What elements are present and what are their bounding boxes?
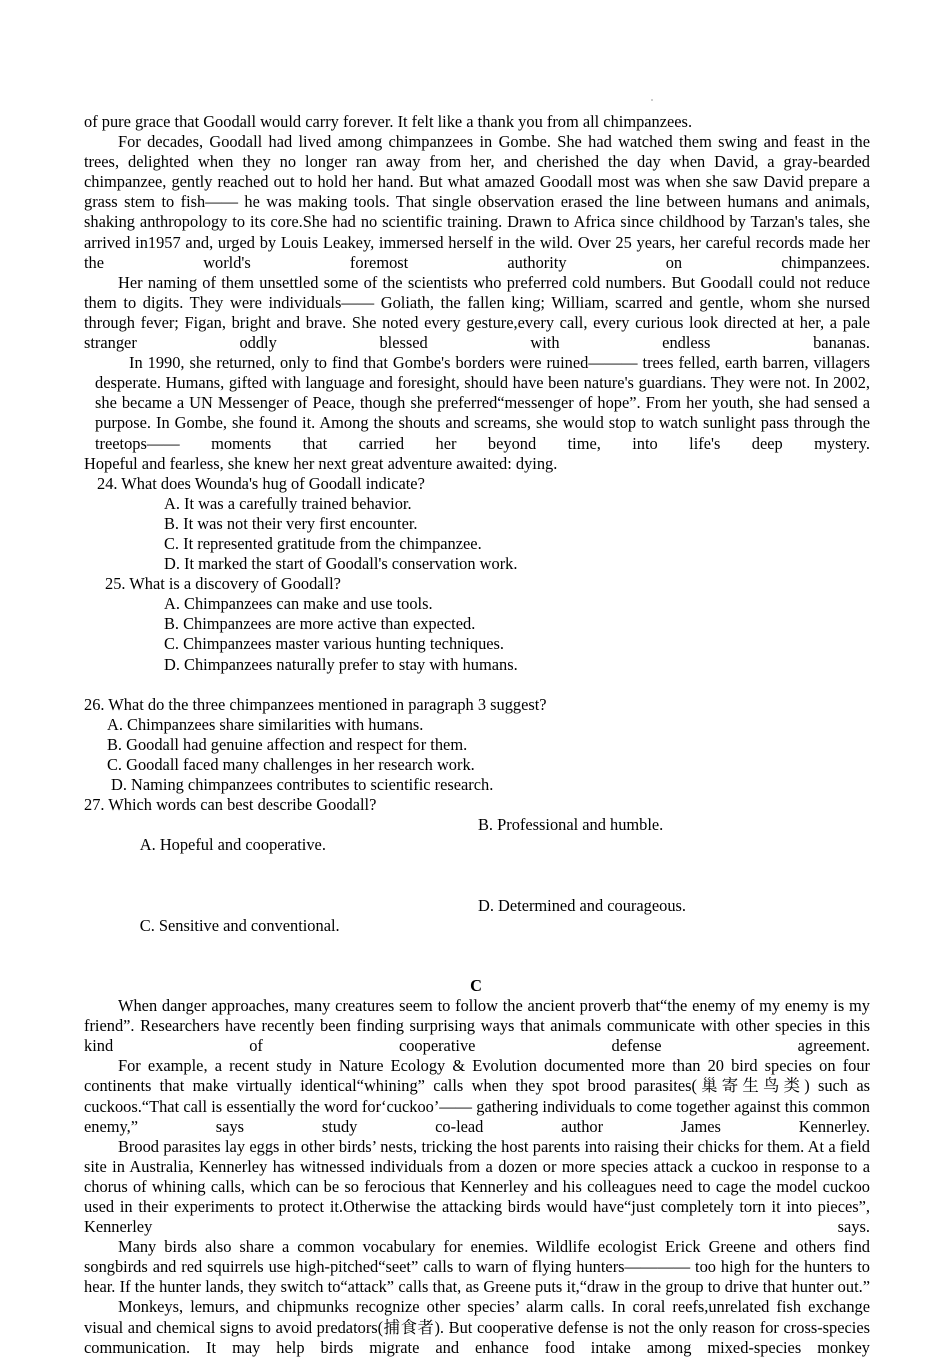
question-24-stem: 24. What does Wounda's hug of Goodall indicate?: [97, 473, 425, 493]
passage-b-paragraph-3: In 1990, she returned, only to find that Gombe's borders were ruined——— trees felled, earth barren, villagers desperate. Humans, gifted with language and foresight, should have been nature's guardians. They were not. In 2002, she became a UN Messenger of Peace, though she preferred“messenger of hope”. From her youth, she had sensed a purpose. In Gombe, she found it. Among the shouts and screams, she would stop to watch sunlight pass through the treetops—— moments that carried her beyond time, into life's deep mystery.: [95, 353, 870, 453]
passage-c-paragraph-2: For example, a recent study in Nature Ecology & Evolution documented more than 20 bird species on four continents that make virtually identical“whining” calls when they spot brood parasites(巢寄生鸟类) such as cuckoos.“That call is essentially the word for‘cuckoo’—— gathering individuals to come together against this common enemy,” says study co-lead author James Kennerley.: [84, 1056, 870, 1136]
question-25-option-b[interactable]: B. Chimpanzees are more active than expected.: [164, 614, 476, 634]
question-27-option-row-2: [84, 896, 870, 976]
question-24: [84, 474, 870, 574]
passage-c-paragraph-5: Monkeys, lemurs, and chipmunks recognize other species’ alarm calls. In coral reefs,unrelated fish exchange visual and chemical signs to avoid predators(捕食者). But cooperative defense is not the only reason for cross-species communication. It may help birds migrate and enhance food intake among mixed-species monkey: [84, 1297, 870, 1357]
passage-c-paragraph-3: Brood parasites lay eggs in other birds’ nests, tricking the host parents into raising their chicks for them. At a field site in Australia, Kennerley has witnessed individuals from a dozen or more species attack a cuckoo in response to a chorus of whining calls, which can be so ferocious that Kennerley and his colleagues need to cage the model cuckoo used in their experiments to protect it.Otherwise the attacking birds would have“just completely torn it into pieces”, Kennerley says.: [84, 1136, 870, 1237]
question-24-option-d[interactable]: D. It marked the start of Goodall's conservation work.: [164, 554, 518, 574]
question-25-option-c[interactable]: C. Chimpanzees master various hunting techniques.: [164, 634, 505, 654]
question-25-stem: 25. What is a discovery of Goodall?: [105, 574, 341, 594]
question-27-option-b[interactable]: B. Professional and humble.: [478, 815, 664, 835]
question-26-option-c[interactable]: C. Goodall faced many challenges in her research work.: [107, 754, 475, 774]
scan-artifact-dot: [651, 99, 653, 101]
question-27-option-a[interactable]: A. Hopeful and cooperative.: [139, 835, 326, 855]
question-26-option-d[interactable]: D. Naming chimpanzees contributes to scientific research.: [111, 775, 494, 794]
question-27: [84, 795, 870, 976]
question-27-option-c[interactable]: C. Sensitive and conventional.: [139, 915, 340, 935]
question-24-option-b[interactable]: B. It was not their very first encounter.: [164, 513, 418, 533]
passage-c-heading: C: [470, 975, 482, 995]
passage-b-paragraph-1: For decades, Goodall had lived among chimpanzees in Gombe. She had watched them swing and feast in the trees, delighted when they no longer ran away from her, and cherished the day when David, a gray-bearded chimpanzee, gently reached out to hold her hand. But what amazed Goodall most was when she saw David prepare a grass stem to fish—— he was making tools. That single observation erased the line between humans and animals, shaking anthropology to its core.She had no scientific training. Drawn to Africa since childhood by Tarzan's tales, she arrived in1957 and, urged by Louis Leakey, immersed herself in the wild. Over 25 years, her careful records made her the world's foremost authority on chimpanzees.: [84, 132, 870, 272]
question-group-spacer: [84, 675, 870, 695]
question-25-option-d[interactable]: D. Chimpanzees naturally prefer to stay with humans.: [164, 654, 518, 674]
question-26-option-b[interactable]: B. Goodall had genuine affection and respect for them.: [107, 734, 468, 754]
question-26: [84, 695, 870, 795]
passage-c-paragraph-1: When danger approaches, many creatures seem to follow the ancient proverb that“the enemy of my enemy is my friend”. Researchers have recently been finding surprising ways that animals communicate with other species in this kind of cooperative defense agreement.: [84, 996, 870, 1056]
question-27-option-d[interactable]: D. Determined and courageous.: [478, 895, 686, 915]
document-body: [84, 112, 870, 1358]
question-24-option-a[interactable]: A. It was a carefully trained behavior.: [164, 493, 412, 513]
passage-b-continuation-line: of pure grace that Goodall would carry forever. It felt like a thank you from all chimpanzees.: [84, 112, 693, 131]
question-24-option-c[interactable]: C. It represented gratitude from the chimpanzee.: [164, 533, 482, 553]
question-26-option-a[interactable]: A. Chimpanzees share similarities with humans.: [107, 714, 424, 734]
question-27-option-row-1: [84, 815, 870, 895]
passage-b-paragraph-4: Hopeful and fearless, she knew her next great adventure awaited: dying.: [84, 453, 558, 473]
question-25-option-a[interactable]: A. Chimpanzees can make and use tools.: [164, 594, 433, 614]
question-25: [84, 574, 870, 674]
question-27-stem: 27. Which words can best describe Goodall?: [84, 795, 377, 815]
passage-b-paragraph-2: Her naming of them unsettled some of the scientists who preferred cold numbers. But Goodall could not reduce them to digits. They were individuals—— Goliath, the fallen king; William, scarred and gentle, whom she nursed through fever; Figan, bright and brave. She noted every gesture,every call, every curious look directed at her, a pale stranger oddly blessed with endless bananas.: [84, 272, 870, 353]
question-26-stem: 26. What do the three chimpanzees mentioned in paragraph 3 suggest?: [84, 694, 547, 714]
passage-c-paragraph-4: Many birds also share a common vocabulary for enemies. Wildlife ecologist Erick Greene and others find songbirds and red squirrels use high-pitched“seet” calls to warn of flying hunters———— too high for the hunters to hear. If the hunter lands, they switch to“attack” calls that, as Greene puts it,“draw in the group to drive that hunter out.”: [84, 1237, 870, 1297]
